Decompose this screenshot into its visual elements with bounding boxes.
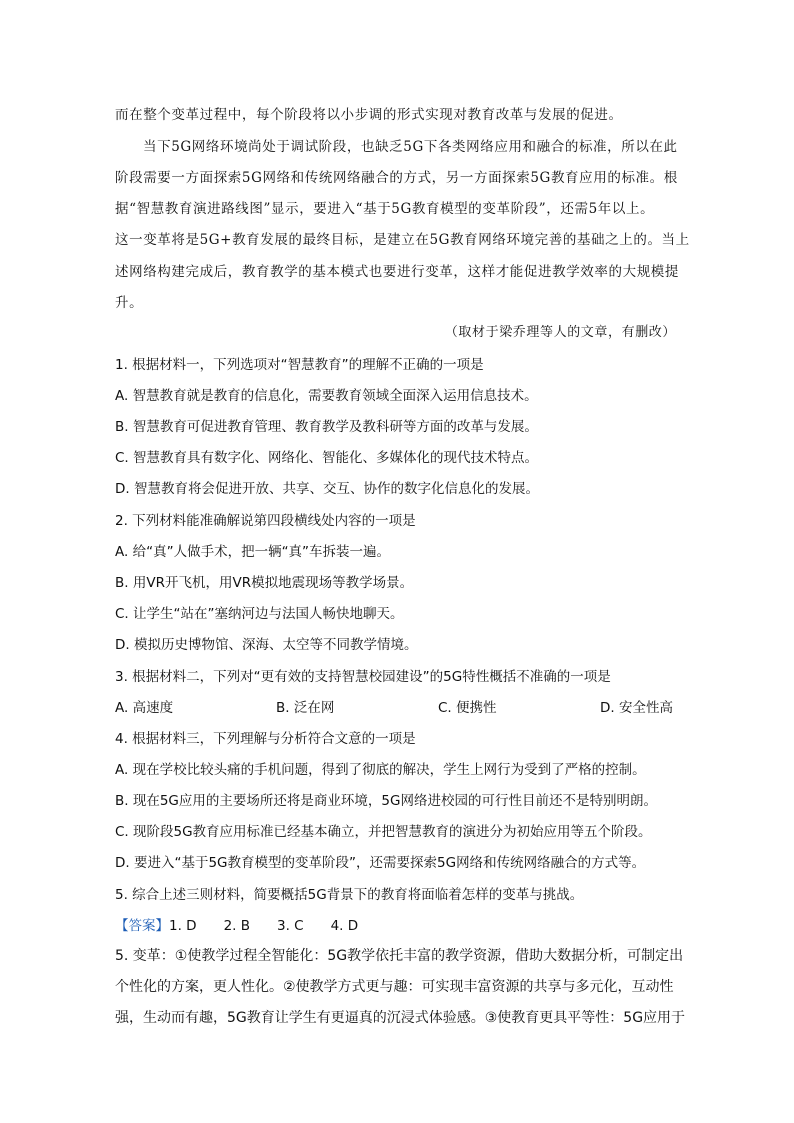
answer-5-line-2: 个性化的方案，更人性化。②使教学方式更与趣：可实现丰富资源的共享与多元化，互动性: [115, 979, 674, 995]
question-2-stem: 2. 下列材料能准确解说第四段横线处内容的一项是: [115, 513, 416, 529]
passage-line-1: 而在整个变革过程中，每个阶段将以小步调的形式实现对教育改革与发展的促进。: [115, 107, 623, 123]
answer-5-line-1: 5. 变革：①使教学过程全智能化：5G教学依托丰富的教学资源，借助大数据分析，可制定出: [115, 948, 684, 964]
question-4-option-b: B. 现在5G应用的主要场所还将是商业环境，5G网络进校园的可行性目前还不是特别明朗。: [115, 793, 657, 809]
passage-line-3: 阶段需要一方面探索5G网络和传统网络融合的方式，另一方面探索5G教育应用的标准。根: [115, 170, 678, 186]
question-5-stem: 5. 综合上述三则材料，简要概括5G背景下的教育将面临着怎样的变革与挑战。: [115, 887, 584, 903]
answer-choices-line: [115, 914, 358, 934]
question-1-option-d: D. 智慧教育将会促进开放、共享、交互、协作的数字化信息化的发展。: [115, 481, 539, 497]
question-2-option-b: B. 用VR开飞机，用VR模拟地震现场等教学场景。: [115, 575, 414, 591]
question-2-option-c: C. 让学生“站在”塞纳河边与法国人畅快地聊天。: [115, 606, 404, 622]
question-3-option-c: C. 便携性: [438, 700, 497, 716]
answer-choices: 1. D 2. B 3. C 4. D: [169, 918, 359, 934]
question-3-option-d: D. 安全性高: [600, 700, 673, 716]
question-3-option-b: B. 泛在网: [276, 700, 335, 716]
answer-tag: 【答案】: [115, 918, 169, 934]
passage-line-6: 述网络构建完成后，教育教学的基本模式也要进行变革，这样才能促进教学效率的大规模提: [115, 264, 679, 280]
passage-line-4: 据“智慧教育演进路线图”显示，要进入“基于5G教育模型的变革阶段”，还需5年以上。: [115, 201, 655, 217]
question-4-stem: 4. 根据材料三，下列理解与分析符合文意的一项是: [115, 731, 416, 747]
passage-line-7: 升。: [115, 295, 144, 311]
passage-line-5: 这一变革将是5G+教育发展的最终目标，是建立在5G教育网络环境完善的基础之上的。当上: [115, 232, 690, 248]
source-citation: （取材于梁乔理等人的文章，有删改）: [444, 325, 676, 340]
question-3-stem: 3. 根据材料二，下列对“更有效的支持智慧校园建设”的5G特性概括不准确的一项是: [115, 669, 611, 685]
answer-5-line-3: 强，生动而有趣，5G教育让学生有更逼真的沉浸式体验感。③使教育更具平等性：5G应用于: [115, 1010, 686, 1026]
passage-line-2: 当下5G网络环境尚处于调试阶段，也缺乏5G下各类网络应用和融合的标准，所以在此: [143, 139, 678, 155]
question-3-option-a: A. 高速度: [115, 700, 174, 716]
question-4-option-d: D. 要进入“基于5G教育模型的变革阶段”，还需要探索5G网络和传统网络融合的方式等。: [115, 855, 646, 871]
question-1-option-a: A. 智慧教育就是教育的信息化，需要教育领域全面深入运用信息技术。: [115, 388, 538, 404]
question-2-option-a: A. 给“真”人做手术，把一辆“真”车拆装一遍。: [115, 544, 391, 560]
question-1-option-c: C. 智慧教育具有数字化、网络化、智能化、多媒体化的现代技术特点。: [115, 450, 539, 466]
question-4-option-a: A. 现在学校比较头痛的手机问题，得到了彻底的解决，学生上网行为受到了严格的控制。: [115, 762, 646, 778]
question-1-option-b: B. 智慧教育可促进教育管理、教育教学及教科研等方面的改革与发展。: [115, 419, 538, 435]
question-2-option-d: D. 模拟历史博物馆、深海、太空等不同教学情境。: [115, 637, 418, 653]
question-4-option-c: C. 现阶段5G教育应用标准已经基本确立，并把智慧教育的演进分为初始应用等五个阶段。: [115, 824, 652, 840]
question-1-stem: 1. 根据材料一，下列选项对“智慧教育”的理解不正确的一项是: [115, 357, 484, 373]
